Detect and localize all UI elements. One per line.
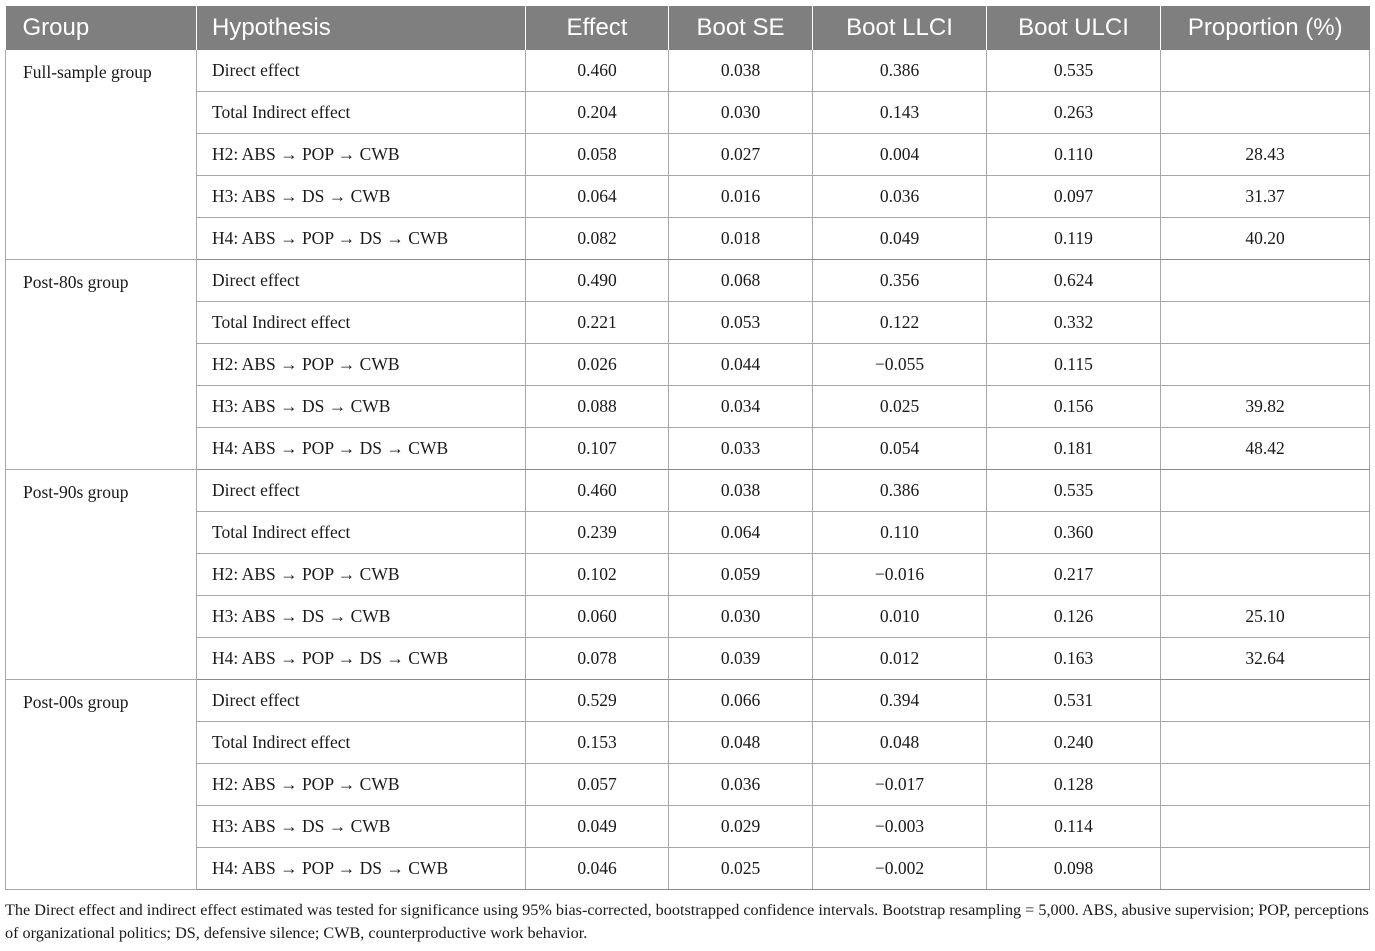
cell-boot-se: 0.025 xyxy=(669,848,813,890)
cell-proportion xyxy=(1161,302,1370,344)
cell-hypothesis: Direct effect xyxy=(197,680,526,722)
cell-effect: 0.046 xyxy=(526,848,669,890)
cell-hypothesis: H4: ABS → POP → DS → CWB xyxy=(197,428,526,470)
table-header-row xyxy=(6,6,1370,50)
cell-effect: 0.078 xyxy=(526,638,669,680)
cell-proportion: 25.10 xyxy=(1161,596,1370,638)
cell-proportion xyxy=(1161,722,1370,764)
group-label: Post-90s group xyxy=(6,470,197,680)
cell-boot-se: 0.053 xyxy=(669,302,813,344)
cell-effect: 0.107 xyxy=(526,428,669,470)
cell-boot-ulci: 0.114 xyxy=(987,806,1161,848)
cell-boot-llci: 0.386 xyxy=(813,50,987,92)
cell-boot-llci: 0.010 xyxy=(813,596,987,638)
cell-boot-se: 0.018 xyxy=(669,218,813,260)
table-row xyxy=(6,344,1370,386)
cell-effect: 0.204 xyxy=(526,92,669,134)
cell-effect: 0.460 xyxy=(526,470,669,512)
table-row xyxy=(6,218,1370,260)
cell-hypothesis: H2: ABS → POP → CWB xyxy=(197,344,526,386)
table-row xyxy=(6,638,1370,680)
cell-boot-se: 0.064 xyxy=(669,512,813,554)
column-header-proportion: Proportion (%) xyxy=(1161,6,1370,50)
cell-boot-ulci: 0.097 xyxy=(987,176,1161,218)
cell-proportion xyxy=(1161,92,1370,134)
table-row xyxy=(6,680,1370,722)
cell-boot-ulci: 0.126 xyxy=(987,596,1161,638)
results-table-container xyxy=(5,6,1369,890)
cell-hypothesis: H3: ABS → DS → CWB xyxy=(197,596,526,638)
cell-boot-llci: 0.386 xyxy=(813,470,987,512)
table-row xyxy=(6,260,1370,302)
cell-boot-se: 0.044 xyxy=(669,344,813,386)
cell-boot-llci: −0.003 xyxy=(813,806,987,848)
cell-boot-ulci: 0.115 xyxy=(987,344,1161,386)
cell-boot-llci: −0.055 xyxy=(813,344,987,386)
cell-hypothesis: H2: ABS → POP → CWB xyxy=(197,134,526,176)
cell-effect: 0.221 xyxy=(526,302,669,344)
table-row xyxy=(6,512,1370,554)
cell-boot-llci: 0.143 xyxy=(813,92,987,134)
cell-boot-ulci: 0.240 xyxy=(987,722,1161,764)
cell-effect: 0.082 xyxy=(526,218,669,260)
cell-effect: 0.057 xyxy=(526,764,669,806)
cell-boot-se: 0.036 xyxy=(669,764,813,806)
cell-hypothesis: H4: ABS → POP → DS → CWB xyxy=(197,638,526,680)
group-label: Post-80s group xyxy=(6,260,197,470)
column-header-group: Group xyxy=(6,6,197,50)
cell-boot-se: 0.059 xyxy=(669,554,813,596)
cell-effect: 0.049 xyxy=(526,806,669,848)
cell-boot-llci: −0.002 xyxy=(813,848,987,890)
cell-boot-se: 0.033 xyxy=(669,428,813,470)
cell-boot-llci: 0.122 xyxy=(813,302,987,344)
cell-hypothesis: Direct effect xyxy=(197,50,526,92)
cell-hypothesis: Direct effect xyxy=(197,470,526,512)
cell-hypothesis: Total Indirect effect xyxy=(197,512,526,554)
table-row xyxy=(6,806,1370,848)
cell-boot-ulci: 0.128 xyxy=(987,764,1161,806)
cell-effect: 0.153 xyxy=(526,722,669,764)
cell-boot-se: 0.038 xyxy=(669,50,813,92)
mediation-results-table xyxy=(5,6,1370,890)
cell-effect: 0.490 xyxy=(526,260,669,302)
cell-boot-llci: 0.049 xyxy=(813,218,987,260)
cell-boot-se: 0.034 xyxy=(669,386,813,428)
cell-effect: 0.529 xyxy=(526,680,669,722)
cell-boot-llci: 0.110 xyxy=(813,512,987,554)
cell-proportion: 40.20 xyxy=(1161,218,1370,260)
cell-effect: 0.060 xyxy=(526,596,669,638)
cell-boot-llci: 0.394 xyxy=(813,680,987,722)
table-row xyxy=(6,764,1370,806)
table-row xyxy=(6,596,1370,638)
cell-boot-se: 0.029 xyxy=(669,806,813,848)
column-header-hypothesis: Hypothesis xyxy=(197,6,526,50)
cell-boot-llci: 0.036 xyxy=(813,176,987,218)
table-row xyxy=(6,722,1370,764)
cell-hypothesis: H2: ABS → POP → CWB xyxy=(197,554,526,596)
cell-proportion: 39.82 xyxy=(1161,386,1370,428)
table-row xyxy=(6,92,1370,134)
cell-hypothesis: H3: ABS → DS → CWB xyxy=(197,806,526,848)
table-row xyxy=(6,428,1370,470)
cell-proportion xyxy=(1161,680,1370,722)
cell-boot-ulci: 0.098 xyxy=(987,848,1161,890)
cell-boot-ulci: 0.181 xyxy=(987,428,1161,470)
column-header-boot-llci: Boot LLCI xyxy=(813,6,987,50)
cell-boot-se: 0.039 xyxy=(669,638,813,680)
cell-boot-ulci: 0.119 xyxy=(987,218,1161,260)
table-row xyxy=(6,134,1370,176)
table-row xyxy=(6,50,1370,92)
cell-proportion: 32.64 xyxy=(1161,638,1370,680)
cell-proportion xyxy=(1161,554,1370,596)
cell-boot-se: 0.038 xyxy=(669,470,813,512)
cell-boot-se: 0.016 xyxy=(669,176,813,218)
cell-boot-llci: 0.356 xyxy=(813,260,987,302)
cell-proportion xyxy=(1161,512,1370,554)
cell-proportion xyxy=(1161,344,1370,386)
cell-effect: 0.239 xyxy=(526,512,669,554)
cell-boot-ulci: 0.217 xyxy=(987,554,1161,596)
table-row xyxy=(6,386,1370,428)
cell-boot-ulci: 0.263 xyxy=(987,92,1161,134)
cell-effect: 0.460 xyxy=(526,50,669,92)
cell-boot-llci: 0.025 xyxy=(813,386,987,428)
table-body xyxy=(6,50,1370,890)
cell-boot-se: 0.030 xyxy=(669,596,813,638)
cell-effect: 0.088 xyxy=(526,386,669,428)
table-row xyxy=(6,176,1370,218)
cell-boot-llci: 0.012 xyxy=(813,638,987,680)
cell-boot-ulci: 0.110 xyxy=(987,134,1161,176)
cell-proportion: 28.43 xyxy=(1161,134,1370,176)
cell-boot-ulci: 0.163 xyxy=(987,638,1161,680)
cell-hypothesis: H3: ABS → DS → CWB xyxy=(197,386,526,428)
table-footnote: The Direct effect and indirect effect estimated was tested for significance using 95% bias-corrected, bootstrapped confidence intervals. Bootstrap resampling = 5,000. ABS, abusive supervision; POP, perceptions of organizational politics; DS, defensive silence; CWB, counterproductive work behavior. xyxy=(5,901,1369,942)
cell-hypothesis: Direct effect xyxy=(197,260,526,302)
cell-hypothesis: Total Indirect effect xyxy=(197,92,526,134)
cell-proportion xyxy=(1161,806,1370,848)
cell-boot-ulci: 0.360 xyxy=(987,512,1161,554)
cell-boot-se: 0.027 xyxy=(669,134,813,176)
cell-proportion xyxy=(1161,470,1370,512)
table-row xyxy=(6,302,1370,344)
cell-boot-llci: 0.004 xyxy=(813,134,987,176)
cell-hypothesis: Total Indirect effect xyxy=(197,722,526,764)
table-row xyxy=(6,848,1370,890)
cell-boot-se: 0.048 xyxy=(669,722,813,764)
cell-hypothesis: H4: ABS → POP → DS → CWB xyxy=(197,848,526,890)
cell-hypothesis: H3: ABS → DS → CWB xyxy=(197,176,526,218)
cell-effect: 0.102 xyxy=(526,554,669,596)
cell-boot-se: 0.068 xyxy=(669,260,813,302)
cell-boot-ulci: 0.332 xyxy=(987,302,1161,344)
cell-proportion xyxy=(1161,848,1370,890)
cell-boot-ulci: 0.624 xyxy=(987,260,1161,302)
cell-boot-se: 0.066 xyxy=(669,680,813,722)
cell-boot-ulci: 0.531 xyxy=(987,680,1161,722)
table-row xyxy=(6,470,1370,512)
cell-boot-se: 0.030 xyxy=(669,92,813,134)
cell-boot-llci: 0.048 xyxy=(813,722,987,764)
cell-proportion xyxy=(1161,260,1370,302)
cell-proportion: 31.37 xyxy=(1161,176,1370,218)
cell-effect: 0.058 xyxy=(526,134,669,176)
column-header-boot-se: Boot SE xyxy=(669,6,813,50)
cell-proportion: 48.42 xyxy=(1161,428,1370,470)
cell-boot-ulci: 0.156 xyxy=(987,386,1161,428)
cell-boot-llci: −0.017 xyxy=(813,764,987,806)
cell-effect: 0.026 xyxy=(526,344,669,386)
cell-boot-llci: −0.016 xyxy=(813,554,987,596)
cell-hypothesis: Total Indirect effect xyxy=(197,302,526,344)
table-row xyxy=(6,554,1370,596)
group-label: Full-sample group xyxy=(6,50,197,260)
cell-hypothesis: H4: ABS → POP → DS → CWB xyxy=(197,218,526,260)
cell-proportion xyxy=(1161,50,1370,92)
cell-boot-llci: 0.054 xyxy=(813,428,987,470)
cell-boot-ulci: 0.535 xyxy=(987,470,1161,512)
cell-hypothesis: H2: ABS → POP → CWB xyxy=(197,764,526,806)
cell-effect: 0.064 xyxy=(526,176,669,218)
column-header-effect: Effect xyxy=(526,6,669,50)
cell-boot-ulci: 0.535 xyxy=(987,50,1161,92)
cell-proportion xyxy=(1161,764,1370,806)
column-header-boot-ulci: Boot ULCI xyxy=(987,6,1161,50)
group-label: Post-00s group xyxy=(6,680,197,890)
